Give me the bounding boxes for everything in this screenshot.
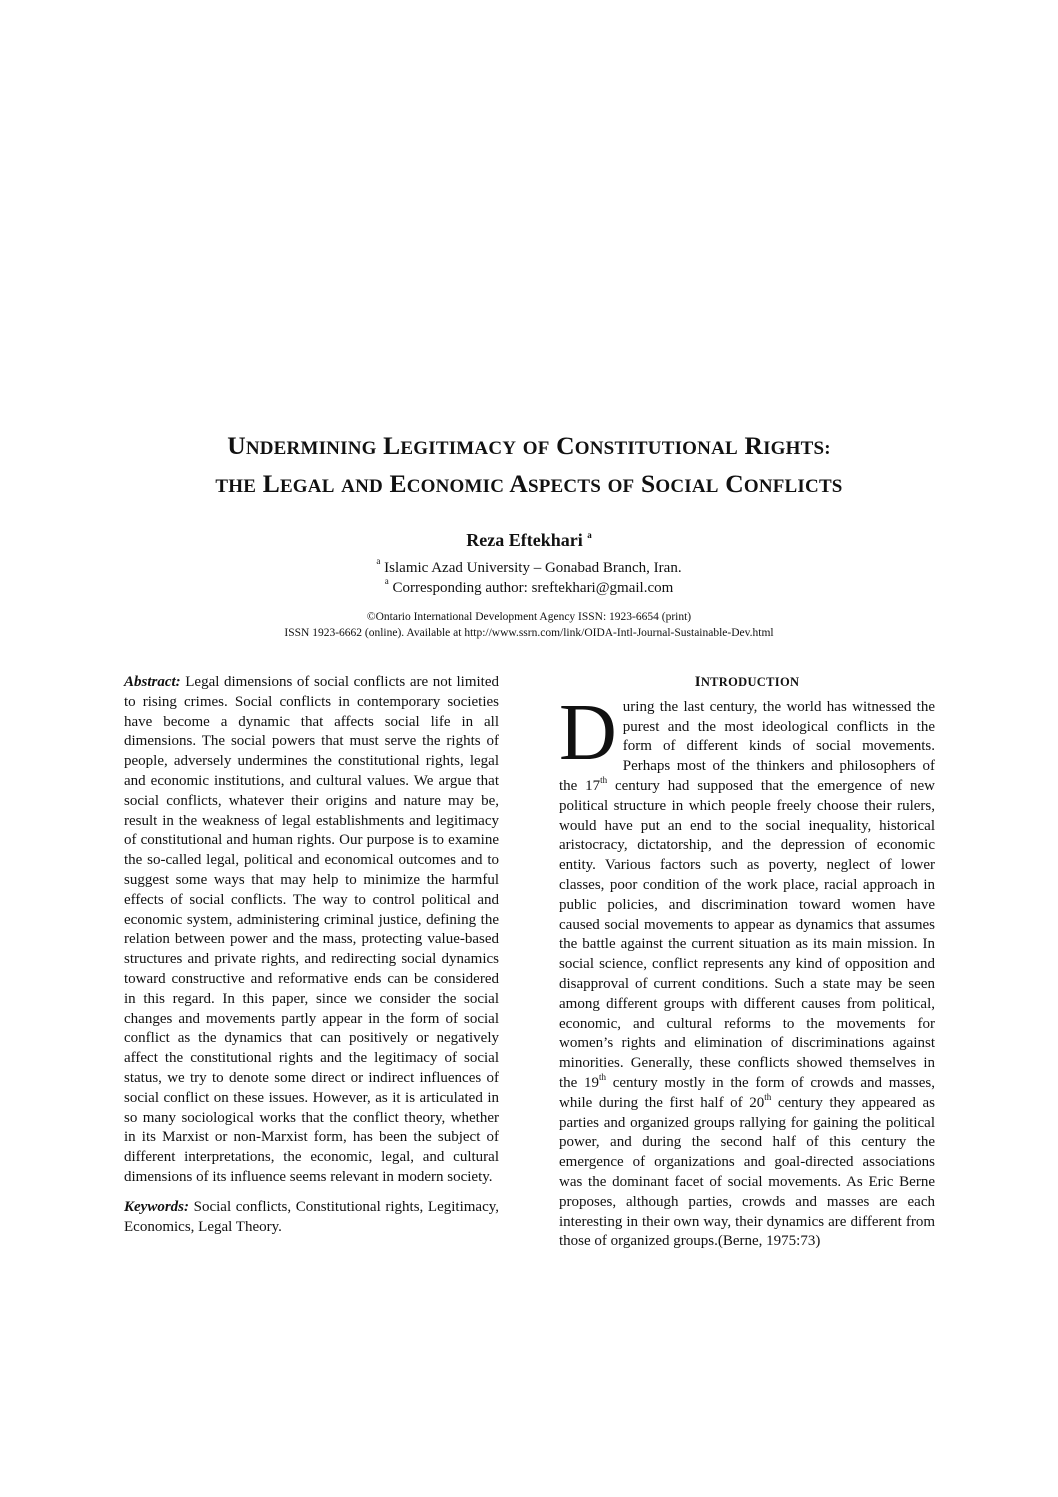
affiliation: $^a$ Islamic Azad University – Gonabad Branch, Iran. [376, 556, 682, 576]
abstract [124, 673, 499, 1188]
right-column [559, 673, 935, 1252]
keywords [124, 1198, 499, 1238]
title-line-2: THE LEGAL AND ECONOMIC ASPECTS OF SOCIAL CONFLICTS [215, 469, 843, 498]
abstract-label: Abstract: [124, 674, 181, 690]
introduction-heading: INTRODUCTION [694, 674, 800, 690]
keywords-text: Social conflicts, Constitutional rights, Legitimacy, Economics, Legal Theory. [124, 1198, 499, 1235]
left-column [124, 673, 499, 1237]
drop-cap: D [559, 688, 617, 777]
abstract-text: Legal dimensions of social conflicts are not limited to rising crimes. Social conflicts in contemporary societies have become a dynamic that affects social life in all dimensions. The social powers that must serve the rights of people, adversely undermines the constitutional rights, legal and economic institutions, and cultural values. We argue that social conflicts, whatever their origins and nature may be, result in the weakness of legal establishments and legitimacy of constitutional and human rights. Our purpose is to examine the so-called legal, political and economical outcomes and to suggest some ways that may help to minimize the harmful effects of social conflicts. The way to control political and economic system, administering criminal justice, defining the relation between power and the mass, protecting value-based structures and private rights, and redirecting social dynamics toward constructive and reformative ends can be considered in this regard. In this paper, since we consider the social changes and movements partly appear in the form of social conflict as the dynamics that can positively or negatively affect the constitutional rights and the legitimacy of social status, we try to denote some direct or indirect influences of social conflict on these issues. However, as it is articulated in so many sociological works that the conflict theory, whether in its Marxist or non-Marxist form, has been the subject of different interpretations, the economic, legal, and cultural dimensions of its influence seems relevant in modern society. [124, 674, 499, 1185]
publisher-line-2[interactable]: ISSN 1923-6662 (online). Available at http://www.ssrn.com/link/OIDA-Intl-Journal-Sustainable-Dev.html [284, 627, 774, 639]
title-line-1: UNDERMINING LEGITIMACY OF CONSTITUTIONAL RIGHTS: [227, 431, 831, 460]
publisher-line-1: ©Ontario International Development Agency ISSN: 1923-6654 (print) [366, 611, 692, 623]
author-name: Reza Eftekhari $^a$ [466, 530, 592, 550]
keywords-label: Keywords: [124, 1198, 189, 1215]
corresponding-author: $^a$ Corresponding author: sreftekhari@gmail.com [384, 576, 674, 596]
introduction-body: During the last century, the world has witnessed the purest and the most ideological conflicts in the form of different kinds of social movements. Perhaps most of the thinkers and philosophers of the 17th century had supposed that the emergence of new political structure in which people freely choose their rulers, would have put an end to the social inequality, historical aristocracy, dictatorship, and the depression of economic entity. Various factors such as poverty, neglect of lower classes, poor condition of the work place, racial approach in public policies, and discrimination toward women have caused social movements to appear as dynamics that assumes the battle against the current situation as its main mission. In social science, conflict represents any kind of opposition and disapproval of current conditions. Such a state may be seen among different groups with different causes from political, economic, and cultural reforms to the movements for women’s rights and elimination of discriminations against minorities. Generally, these conflicts showed themselves in the 19th century mostly in the form of crowds and masses, while during the first half of 20th century they appeared as parties and organized groups rallying for gaining the political power, and during the second half of this century the emergence of organizations and goal-directed associations was the dominant facet of social movements. As Eric Berne proposes, although parties, crowds and masses are each interesting in their own way, their dynamics are different from those of organized groups.(Berne, 1975:73) [559, 688, 936, 1250]
